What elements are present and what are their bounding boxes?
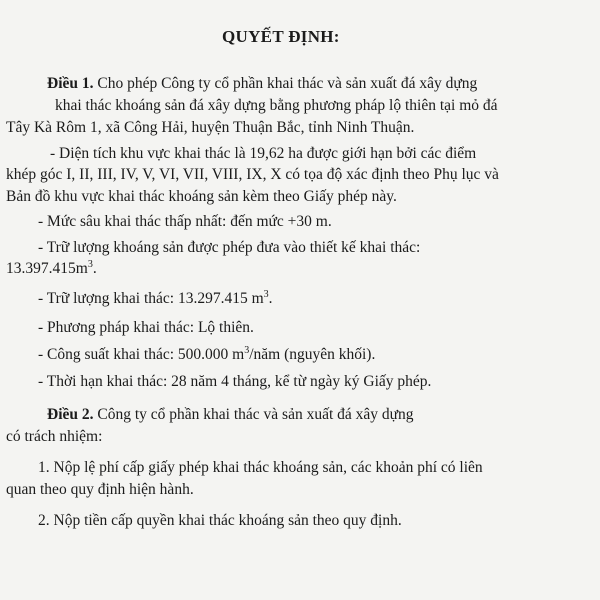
article1-line3: Tây Kà Rôm 1, xã Công Hải, huyện Thuận Bắc, tỉnh Ninh Thuận. bbox=[6, 119, 415, 136]
reserve-design-line1: - Trữ lượng khoáng sản được phép đưa vào thiết kế khai thác: bbox=[38, 239, 421, 256]
article1-label: Điều 1. bbox=[47, 75, 94, 92]
item2-line: 2. Nộp tiền cấp quyền khai thác khoáng sản theo quy định. bbox=[38, 512, 402, 529]
article2-line1 bbox=[47, 405, 414, 425]
document-title: QUYẾT ĐỊNH: bbox=[222, 27, 340, 46]
capacity-tail: /năm (nguyên khối). bbox=[249, 346, 376, 363]
item1-line2: quan theo quy định hiện hành. bbox=[6, 481, 194, 498]
duration-line: - Thời hạn khai thác: 28 năm 4 tháng, kể từ ngày ký Giấy phép. bbox=[38, 373, 432, 390]
reserve-mining-tail: . bbox=[268, 290, 273, 307]
area-line1: - Diện tích khu vực khai thác là 19,62 ha được giới hạn bởi các điểm bbox=[50, 145, 477, 162]
method-line: - Phương pháp khai thác: Lộ thiên. bbox=[38, 319, 254, 336]
article2-label: Điều 2. bbox=[47, 406, 94, 423]
reserve-design-unit-sup: 3 bbox=[87, 258, 93, 270]
reserve-design-value: 13.397.415m bbox=[6, 260, 88, 277]
article1-line2: khai thác khoáng sản đá xây dựng bằng phương pháp lộ thiên tại mỏ đá bbox=[55, 97, 498, 114]
reserve-design-line2 bbox=[6, 259, 97, 279]
capacity-unit-sup: 3 bbox=[244, 344, 250, 356]
area-line2: khép góc I, II, III, IV, V, VI, VII, VIII, IX, X có tọa độ xác định theo Phụ lục và bbox=[6, 166, 499, 183]
reserve-mining-unit-sup: 3 bbox=[263, 288, 269, 300]
article2-text-1: Công ty cổ phần khai thác và sản xuất đá xây dựng bbox=[93, 406, 414, 423]
capacity-text: - Công suất khai thác: 500.000 m bbox=[38, 346, 245, 363]
article1-line1 bbox=[47, 74, 477, 94]
reserve-mining-line bbox=[38, 289, 273, 309]
depth-line: - Mức sâu khai thác thấp nhất: đến mức +30 m. bbox=[38, 213, 332, 230]
article2-line2: có trách nhiệm: bbox=[6, 428, 103, 445]
reserve-mining-text: - Trữ lượng khai thác: 13.297.415 m bbox=[38, 290, 264, 307]
article1-text-1: Cho phép Công ty cổ phần khai thác và sản xuất đá xây dựng bbox=[93, 75, 478, 92]
item1-line1: 1. Nộp lệ phí cấp giấy phép khai thác khoáng sản, các khoản phí có liên bbox=[38, 459, 483, 476]
capacity-line bbox=[38, 345, 375, 365]
area-line3: Bản đồ khu vực khai thác khoáng sản kèm theo Giấy phép này. bbox=[6, 188, 397, 205]
reserve-design-tail: . bbox=[92, 260, 97, 277]
